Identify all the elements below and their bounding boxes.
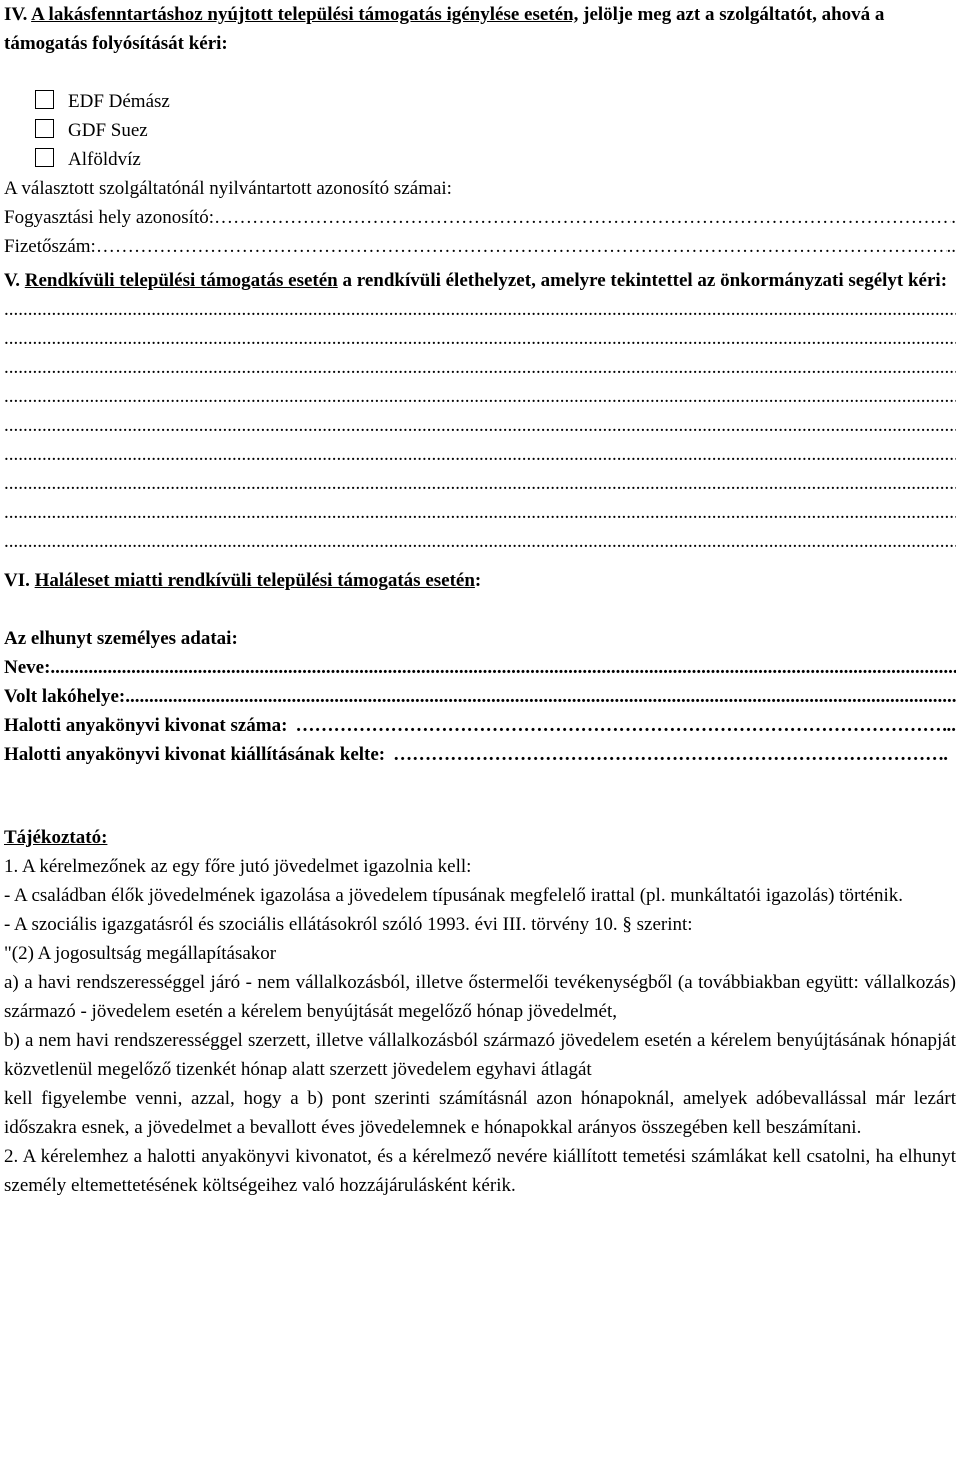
- dotted-fill: [4, 324, 956, 353]
- section-number: IV.: [4, 4, 28, 25]
- section-v-heading: [4, 266, 956, 295]
- dotted-fill: [214, 203, 951, 232]
- section-v-heading-rest: a rendkívüli élethelyzet, amelyre tekintettel az önkormányzati segélyt kéri:: [337, 270, 948, 291]
- dotted-answer-line[interactable]: [4, 498, 956, 527]
- section-iv-heading: [4, 0, 956, 58]
- dotted-answer-line[interactable]: [4, 440, 956, 469]
- dotted-answer-line[interactable]: [4, 527, 956, 556]
- section-iv-heading-underlined: A lakásfenntartáshoz nyújtott települési támogatás igénylése esetén,: [31, 4, 579, 25]
- dotted-answer-line[interactable]: [4, 469, 956, 498]
- info-paragraph-6: b) a nem havi rendszerességgel szerzett, illetve vállalkozásból származó jövedelem esetén a kérelem benyújtásának hónapját közvetlenül megelőző tizenkét hónap alatt szerzett jövedelem egyhavi átlagát: [4, 1030, 956, 1080]
- dotted-fill: [4, 498, 956, 527]
- dotted-fill: [4, 411, 956, 440]
- section-vi-heading: [4, 566, 956, 595]
- section-number: VI.: [4, 570, 30, 591]
- id-intro: A választott szolgáltatónál nyilvántartott azonosító számai:: [4, 178, 452, 199]
- extraordinary-situation-field[interactable]: [4, 295, 956, 556]
- provider-option-0[interactable]: [4, 87, 956, 116]
- line-end: .: [951, 207, 956, 228]
- deceased-residence-field[interactable]: [4, 682, 956, 711]
- dotted-fill: [295, 711, 946, 740]
- deceased-name-label: Neve:: [4, 657, 51, 678]
- dotted-fill: [4, 469, 956, 498]
- line-end: ..: [946, 715, 956, 736]
- provider-label: EDF Démász: [68, 91, 170, 112]
- dotted-answer-line[interactable]: [4, 324, 956, 353]
- dotted-fill: [4, 440, 956, 469]
- consumption-id-field[interactable]: [4, 203, 956, 232]
- section-number: V.: [4, 270, 21, 291]
- section-vi-heading-underlined: Haláleset miatti rendkívüli települési támogatás esetén: [34, 570, 475, 591]
- section-iv-heading-rest: jelölje meg azt a szolgáltatót, ahová a támogatás folyósítását kéri:: [4, 4, 885, 54]
- dotted-answer-line[interactable]: [4, 353, 956, 382]
- section-vi-heading-colon: :: [474, 570, 482, 591]
- line-end: ..: [946, 236, 956, 257]
- invoice-number-field[interactable]: [4, 232, 956, 261]
- death-cert-date-label: Halotti anyakönyvi kivonat kiállításának kelte:: [4, 744, 386, 765]
- provider-option-2[interactable]: [4, 145, 956, 174]
- death-cert-number-label: Halotti anyakönyvi kivonat száma:: [4, 715, 288, 736]
- provider-option-1[interactable]: [4, 116, 956, 145]
- section-v-heading-underlined: Rendkívüli települési támogatás esetén: [24, 270, 338, 291]
- dotted-answer-line[interactable]: [4, 411, 956, 440]
- checkbox-icon[interactable]: [35, 90, 54, 109]
- dotted-fill: [96, 232, 947, 261]
- info-paragraph-3: - A szociális igazgatásról és szociális ellátásokról szóló 1993. évi III. törvény 10. § szerint:: [4, 914, 693, 935]
- dotted-fill: [4, 295, 956, 324]
- deceased-subheading: Az elhunyt személyes adatai:: [4, 628, 238, 649]
- deceased-name-field[interactable]: [4, 653, 956, 682]
- provider-label: Alföldvíz: [68, 149, 141, 170]
- death-cert-date-field[interactable]: [4, 740, 956, 769]
- dotted-answer-line[interactable]: [4, 295, 956, 324]
- dotted-answer-line[interactable]: [4, 382, 956, 411]
- invoice-number-label: Fizetőszám:: [4, 236, 96, 257]
- dotted-fill: [4, 353, 956, 382]
- info-heading: Tájékoztató:: [4, 827, 108, 848]
- dotted-fill: [393, 740, 943, 769]
- dotted-fill: [125, 682, 956, 711]
- info-paragraph-4: "(2) A jogosultság megállapításakor: [4, 943, 277, 964]
- info-paragraph-1: 1. A kérelmezőnek az egy főre jutó jövedelmet igazolnia kell:: [4, 856, 472, 877]
- checkbox-icon[interactable]: [35, 148, 54, 167]
- spacer: [4, 595, 956, 624]
- line-end: .: [943, 744, 948, 765]
- spacer: [4, 58, 956, 87]
- consumption-id-label: Fogyasztási hely azonosító:: [4, 207, 215, 228]
- dotted-fill: [50, 653, 956, 682]
- spacer: [4, 769, 956, 823]
- info-paragraph-5: a) a havi rendszerességgel járó - nem vállalkozásból, illetve őstermelői tevékenységből (a továbbiakban együtt: vállalkozás) származó - jövedelem esetén a kérelem benyújtását megelőző hónap jövedelmét,: [4, 972, 956, 1022]
- dotted-fill: [4, 527, 956, 556]
- info-paragraph-2: - A családban élők jövedelmének igazolása a jövedelem típusának megfelelő irattal (pl. munkáltatói igazolás) történik.: [4, 885, 904, 906]
- info-paragraph-7: kell figyelembe venni, azzal, hogy a b) pont szerinti számításnál azon hónapoknál, amelyek adóbevallással már lezárt időszakra esnek, a jövedelmet a bevallott éves jövedelemnek e hónapokkal arányos összegében kell beszámítani.: [4, 1088, 956, 1138]
- death-cert-number-field[interactable]: [4, 711, 956, 740]
- info-paragraph-8: 2. A kérelemhez a halotti anyakönyvi kivonatot, és a kérelmező nevére kiállított temetési számlákat kell csatolni, ha elhunyt személy eltemettetésének költségeihez való hozzájárulásként kérik.: [4, 1146, 956, 1196]
- deceased-residence-label: Volt lakóhelye:: [4, 686, 126, 707]
- provider-label: GDF Suez: [68, 120, 148, 141]
- checkbox-icon[interactable]: [35, 119, 54, 138]
- dotted-fill: [4, 382, 956, 411]
